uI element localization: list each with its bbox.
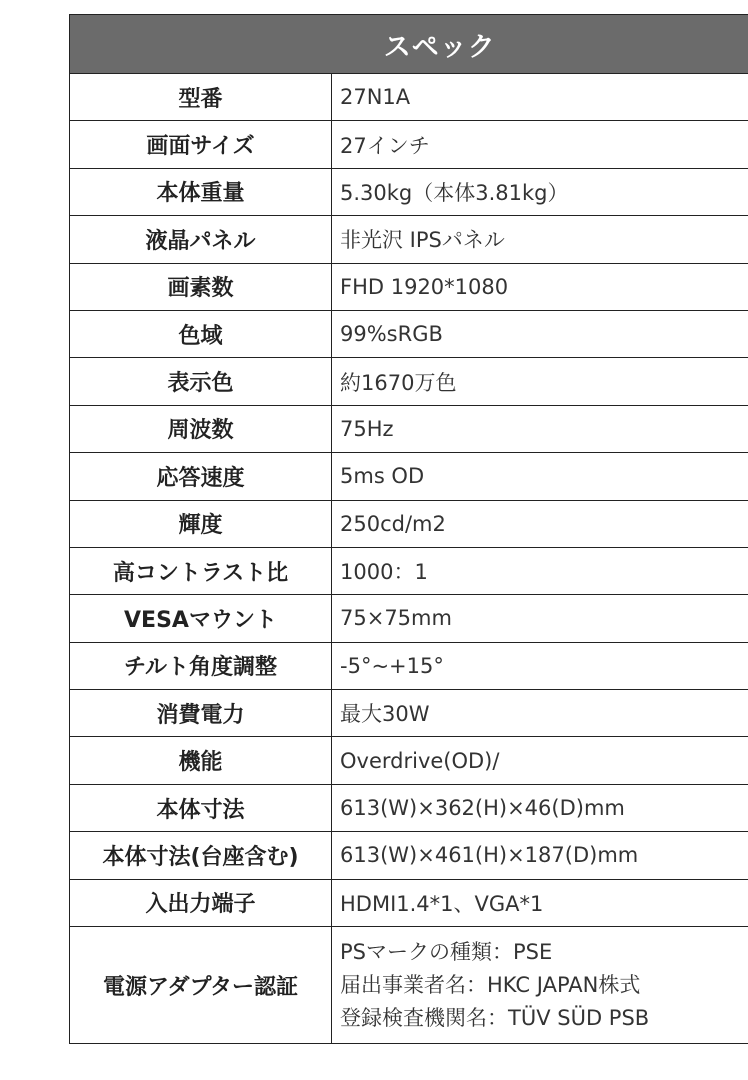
- spec-row-vesa: [70, 595, 748, 642]
- spec-label: 本体寸法: [70, 784, 332, 831]
- spec-value: 75×75mm: [332, 595, 748, 642]
- spec-value: 613(W)×362(H)×46(D)mm: [332, 784, 748, 831]
- spec-row-certification: [70, 927, 748, 1044]
- spec-label: 画素数: [70, 263, 332, 310]
- spec-value-certification: [332, 927, 748, 1044]
- spec-row-power: [70, 690, 748, 737]
- spec-value: 27N1A: [332, 74, 748, 121]
- spec-row-weight: [70, 168, 748, 215]
- spec-row-screen-size: [70, 121, 748, 168]
- spec-label: 型番: [70, 74, 332, 121]
- spec-label: 電源アダプター認証: [70, 927, 332, 1044]
- spec-row-contrast: [70, 547, 748, 594]
- spec-label: 高コントラスト比: [70, 547, 332, 594]
- spec-label: 色域: [70, 310, 332, 357]
- spec-row-model: [70, 74, 748, 121]
- certification-line: 届出事業者名：HKC JAPAN株式: [340, 972, 641, 997]
- spec-row-response-time: [70, 453, 748, 500]
- spec-row-display-colors: [70, 358, 748, 405]
- spec-row-resolution: [70, 263, 748, 310]
- spec-value: 1000：1: [332, 547, 748, 594]
- spec-row-refresh-rate: [70, 405, 748, 452]
- spec-label: 周波数: [70, 405, 332, 452]
- spec-value: HDMI1.4*1、VGA*1: [332, 879, 748, 926]
- spec-label: 表示色: [70, 358, 332, 405]
- spec-row-brightness: [70, 500, 748, 547]
- spec-label: 本体重量: [70, 168, 332, 215]
- spec-table-title: スペック: [70, 15, 748, 74]
- spec-row-color-gamut: [70, 310, 748, 357]
- spec-value: 最大30W: [332, 690, 748, 737]
- spec-label: 画面サイズ: [70, 121, 332, 168]
- spec-header-row: [70, 15, 748, 74]
- spec-label: 液晶パネル: [70, 216, 332, 263]
- spec-value: Overdrive(OD)/: [332, 737, 748, 784]
- spec-row-features: [70, 737, 748, 784]
- certification-line: 登録検査機関名：TÜV SÜD PSB: [340, 1005, 650, 1030]
- spec-value: FHD 1920*1080: [332, 263, 748, 310]
- spec-label: 消費電力: [70, 690, 332, 737]
- spec-row-dimensions: [70, 784, 748, 831]
- spec-label: チルト角度調整: [70, 642, 332, 689]
- spec-label: VESAマウント: [70, 595, 332, 642]
- spec-value: 250cd/m2: [332, 500, 748, 547]
- spec-value: 5ms OD: [332, 453, 748, 500]
- spec-value: 5.30kg（本体3.81kg）: [332, 168, 748, 215]
- spec-label: 本体寸法(台座含む): [70, 832, 332, 879]
- spec-label: 入出力端子: [70, 879, 332, 926]
- spec-value: 99%sRGB: [332, 310, 748, 357]
- spec-label: 機能: [70, 737, 332, 784]
- spec-row-io-ports: [70, 879, 748, 926]
- spec-label: 輝度: [70, 500, 332, 547]
- spec-value: 非光沢 IPSパネル: [332, 216, 748, 263]
- spec-row-dimensions-with-stand: [70, 832, 748, 879]
- spec-label: 応答速度: [70, 453, 332, 500]
- spec-value: 約1670万色: [332, 358, 748, 405]
- spec-row-panel: [70, 216, 748, 263]
- certification-line: PSマークの種類：PSE: [340, 939, 553, 964]
- spec-value: 75Hz: [332, 405, 748, 452]
- spec-value: 613(W)×461(H)×187(D)mm: [332, 832, 748, 879]
- spec-value: 27インチ: [332, 121, 748, 168]
- spec-table: [69, 14, 748, 1044]
- spec-row-tilt: [70, 642, 748, 689]
- spec-value: -5°~+15°: [332, 642, 748, 689]
